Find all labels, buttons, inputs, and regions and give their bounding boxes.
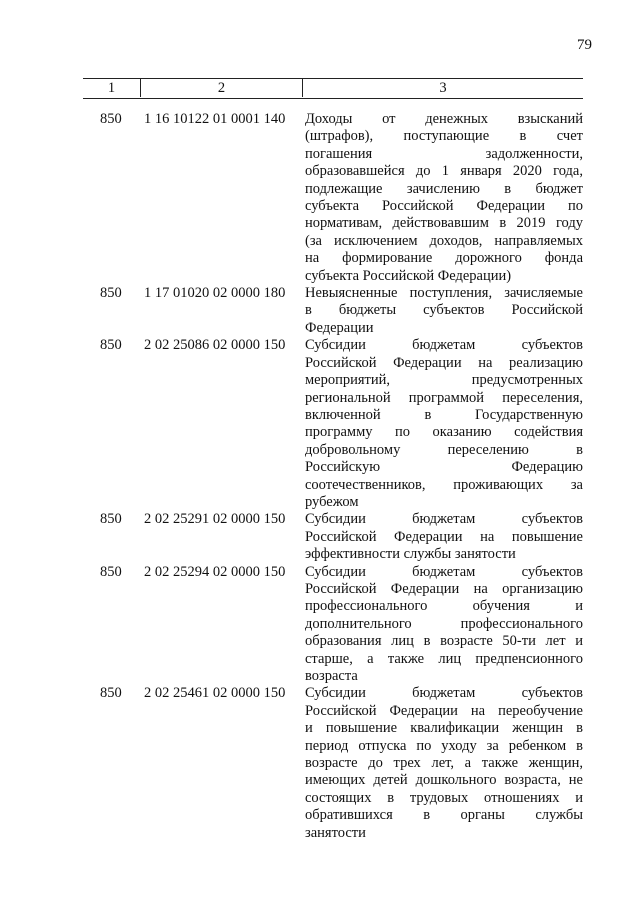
text-line: старше, а также лиц предпенсионного (305, 650, 583, 667)
text-line: Российской Федерации на реализацию (305, 354, 583, 371)
income-name-cell (305, 685, 583, 842)
admin-code-cell: 850 (100, 337, 122, 354)
text-line: рубежом (305, 493, 359, 510)
text-line: в бюджеты субъектов Российской (305, 302, 583, 319)
text-line: возраста (305, 668, 358, 684)
text-line: образовавшейся до 1 января 2020 года, (305, 163, 583, 180)
text-line: Субсидии бюджетам субъектов (305, 511, 583, 528)
budget-code-cell: 2 02 25086 02 0000 150 (144, 337, 286, 354)
header-col-3: 3 (439, 80, 447, 96)
text-line: период отпуска по уходу за ребенком в (305, 737, 583, 754)
budget-code-cell: 1 16 10122 01 0001 140 (144, 111, 286, 127)
header-col-2: 2 (141, 79, 303, 97)
text-line: Российской Федерации на организацию (305, 580, 583, 597)
text-line: Субсидии бюджетам субъектов (305, 563, 583, 580)
admin-code-cell: 850 (100, 511, 122, 528)
page-number: 79 (577, 37, 592, 53)
text-line: добровольному переселению в (305, 441, 583, 458)
table-row (83, 511, 583, 563)
text-line: (штрафов), поступающие в счет (305, 128, 583, 145)
text-line: дополнительного профессионального (305, 615, 583, 632)
table-row (83, 111, 583, 285)
admin-code-cell: 850 (100, 563, 122, 580)
table-row (83, 285, 583, 337)
text-line: мероприятий, предусмотренных (305, 372, 583, 389)
income-name-cell (305, 285, 583, 337)
text-line: эффективности службы занятости (305, 546, 516, 563)
text-line: погашения задолженности, (305, 145, 583, 162)
income-name-cell (305, 111, 583, 285)
text-line: Доходы от денежных взысканий (305, 111, 583, 127)
text-line: Российскую Федерацию (305, 459, 583, 476)
admin-code-cell: 850 (100, 685, 122, 702)
income-name-cell (305, 511, 583, 563)
budget-code-cell: 1 17 01020 02 0000 180 (144, 285, 286, 302)
text-line: Субсидии бюджетам субъектов (305, 685, 583, 702)
text-line: субъекта Российской Федерации по (305, 198, 583, 215)
budget-code-cell: 2 02 25461 02 0000 150 (144, 685, 286, 702)
text-line: возрасте до трех лет, а также женщин, (305, 755, 583, 772)
table-row (83, 685, 583, 842)
text-line: образования лиц в возрасте 50-ти лет и (305, 633, 583, 650)
admin-code-cell: 850 (100, 111, 122, 127)
admin-code-cell: 850 (100, 285, 122, 302)
text-line: обратившихся в органы службы (305, 807, 583, 824)
text-line: подлежащие зачислению в бюджет (305, 180, 583, 197)
income-name-cell (305, 337, 583, 511)
text-line: профессионального обучения и (305, 598, 583, 615)
text-line: программу по оказанию содействия (305, 424, 583, 441)
text-line: Субсидии бюджетам субъектов (305, 337, 583, 354)
text-line: субъекта Российской Федерации) (305, 267, 512, 284)
text-line: Российской Федерации на повышение (305, 528, 583, 545)
text-line: состоящих в трудовых отношениях и (305, 789, 583, 806)
text-line: (за исключением доходов, направляемых (305, 232, 583, 249)
table-row (83, 337, 583, 511)
text-line: на формирование дорожного фонда (305, 250, 583, 267)
text-line: соотечественников, проживающих за (305, 476, 583, 493)
budget-code-cell: 2 02 25294 02 0000 150 (144, 563, 286, 580)
text-line: нормативам, действовавшим в 2019 году (305, 215, 583, 232)
text-line: занятости (305, 824, 366, 841)
table-row (83, 564, 583, 686)
text-line: региональной программой переселения, (305, 389, 583, 406)
text-line: имеющих детей дошкольного возраста, не (305, 772, 583, 789)
text-line: Невыясненные поступления, зачисляемые (305, 285, 583, 302)
income-name-cell (305, 564, 583, 686)
table-body (83, 111, 583, 842)
header-col-1: 1 (83, 79, 141, 97)
table-header (83, 78, 583, 99)
text-line: включенной в Государственную (305, 406, 583, 423)
text-line: и повышение квалификации женщин в (305, 720, 583, 737)
text-line: Федерации (305, 319, 374, 336)
text-line: Российской Федерации на переобучение (305, 702, 583, 719)
budget-code-cell: 2 02 25291 02 0000 150 (144, 511, 286, 528)
